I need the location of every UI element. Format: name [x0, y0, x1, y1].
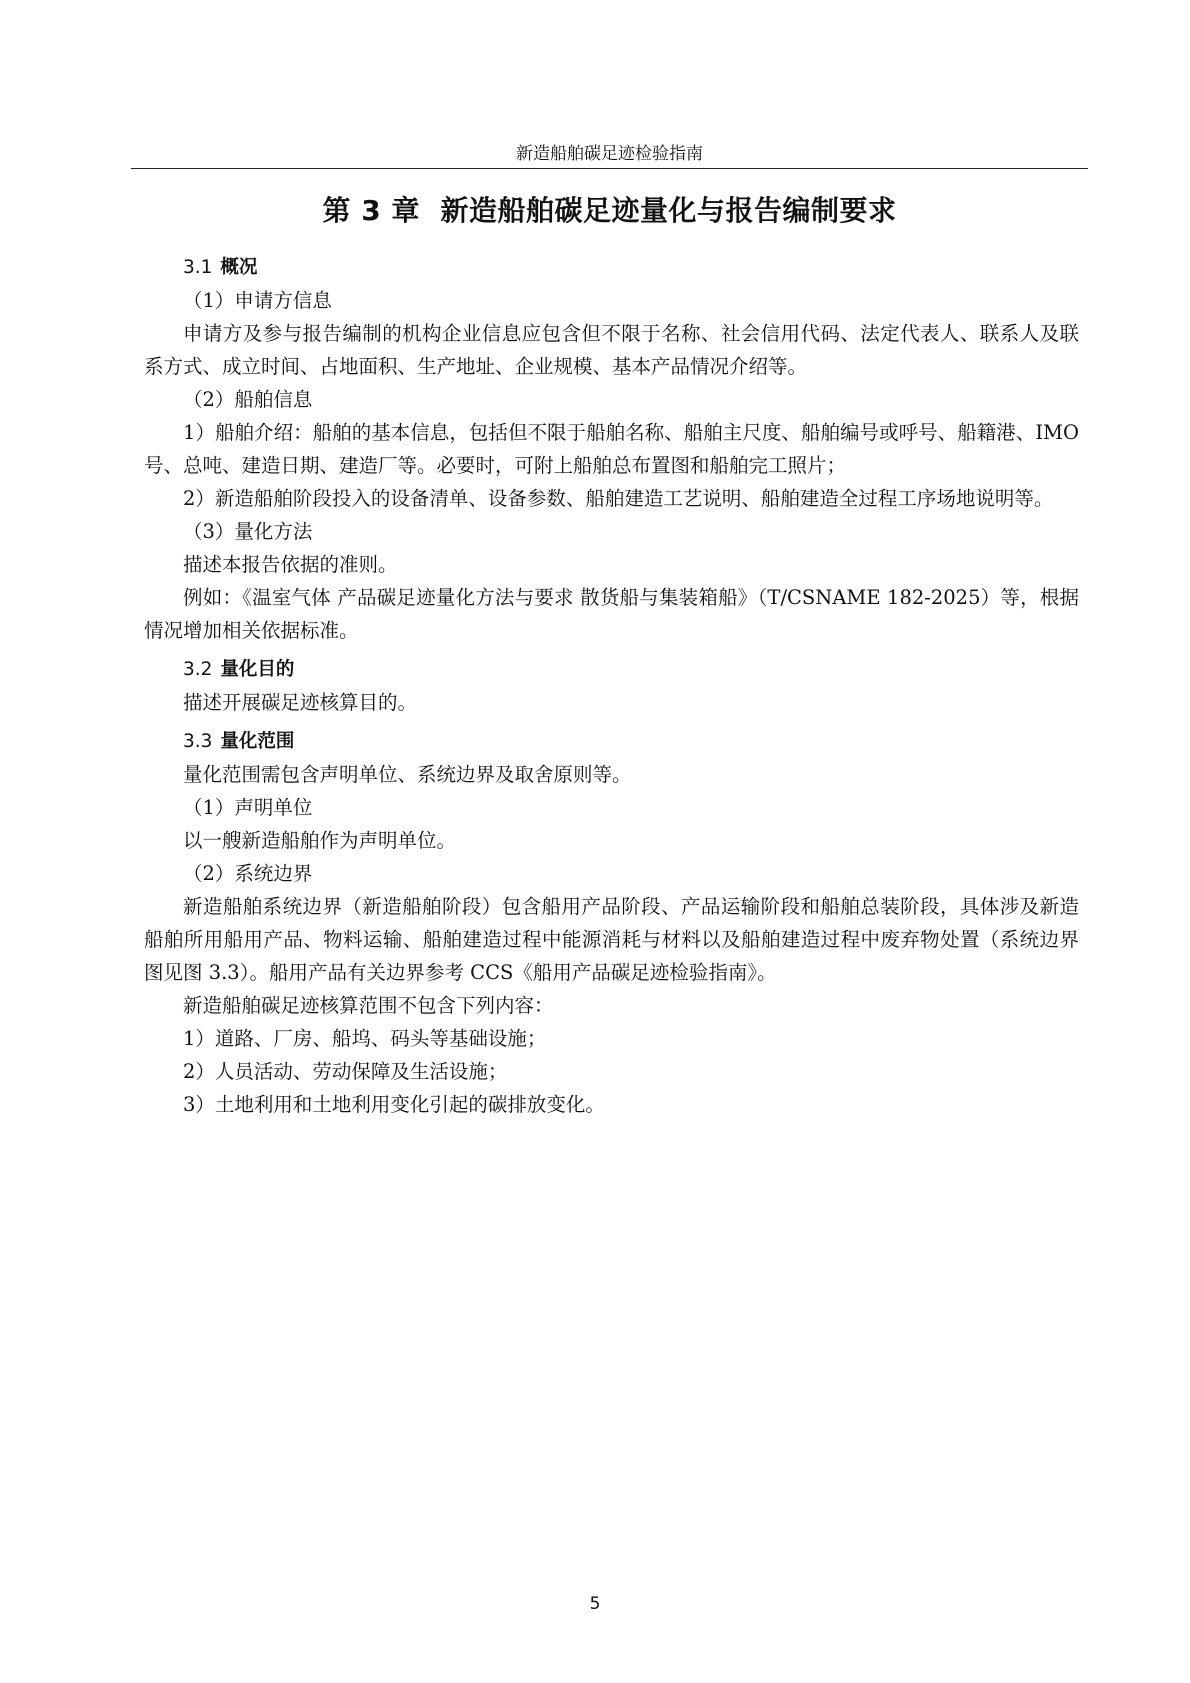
- section-heading-3-3: [144, 725, 1079, 758]
- paragraph: 申请方及参与报告编制的机构企业信息应包含但不限于名称、社会信用代码、法定代表人、联系人及联系方式、成立时间、占地面积、生产地址、企业规模、基本产品情况介绍等。: [144, 322, 1079, 378]
- section-number: 3.2: [183, 659, 213, 680]
- section-title: 概况: [220, 257, 258, 278]
- paragraph: 描述本报告依据的准则。: [183, 553, 398, 576]
- paragraph: 例如：《温室气体 产品碳足迹量化方法与要求 散货船与集装箱船》（T/CSNAME 182-2025）等，根据情况增加相关依据标准。: [144, 586, 1079, 642]
- document-body: [144, 251, 1079, 1121]
- paragraph: 2）新造船舶阶段投入的设备清单、设备参数、船舶建造工艺说明、船舶建造全过程工序场地说明等。: [183, 487, 1054, 510]
- paragraph: 以一艘新造船舶作为声明单位。: [183, 829, 457, 852]
- paragraph: （1）申请方信息: [183, 289, 332, 312]
- paragraph: 3）土地利用和土地利用变化引起的碳排放变化。: [183, 1093, 605, 1116]
- running-header: 新造船舶碳足迹检验指南: [516, 144, 703, 164]
- header-rule: [131, 168, 1088, 169]
- chapter-title-text: 新造船舶碳足迹量化与报告编制要求: [440, 194, 897, 227]
- paragraph: （1）声明单位: [183, 796, 313, 819]
- page-number: 5: [589, 1594, 601, 1614]
- paragraph: （3）量化方法: [183, 520, 313, 543]
- paragraph: 2）人员活动、劳动保障及生活设施；: [183, 1060, 508, 1083]
- section-title: 量化范围: [220, 731, 295, 752]
- paragraph: 1）船舶介绍：船舶的基本信息，包括但不限于船舶名称、船舶主尺度、船舶编号或呼号、船籍港、IMO 号、总吨、建造日期、建造厂等。必要时，可附上船舶总布置图和船舶完工照片；: [144, 421, 1079, 477]
- chapter-number: 第 3 章: [322, 194, 420, 227]
- section-title: 量化目的: [220, 659, 295, 680]
- paragraph: 量化范围需包含声明单位、系统边界及取舍原则等。: [183, 763, 632, 786]
- section-heading-3-2: [144, 653, 1079, 686]
- section-number: 3.3: [183, 731, 213, 752]
- paragraph: 新造船舶系统边界（新造船舶阶段）包含船用产品阶段、产品运输阶段和船舶总装阶段，具体涉及新造船舶所用船用产品、物料运输、船舶建造过程中能源消耗与材料以及船舶建造过程中废弃物处置（系统边界图见图 3.3）。船用产品有关边界参考 CCS《船用产品碳足迹检验指南》。: [144, 895, 1079, 984]
- paragraph: 新造船舶碳足迹核算范围不包含下列内容：: [183, 994, 554, 1017]
- paragraph: （2）系统边界: [183, 862, 313, 885]
- chapter-title: [131, 191, 1088, 231]
- paragraph: 1）道路、厂房、船坞、码头等基础设施；: [183, 1027, 547, 1050]
- paragraph: 描述开展碳足迹核算目的。: [183, 691, 418, 714]
- section-heading-3-1: [144, 251, 1079, 284]
- paragraph: （2）船舶信息: [183, 388, 313, 411]
- section-number: 3.1: [183, 257, 213, 278]
